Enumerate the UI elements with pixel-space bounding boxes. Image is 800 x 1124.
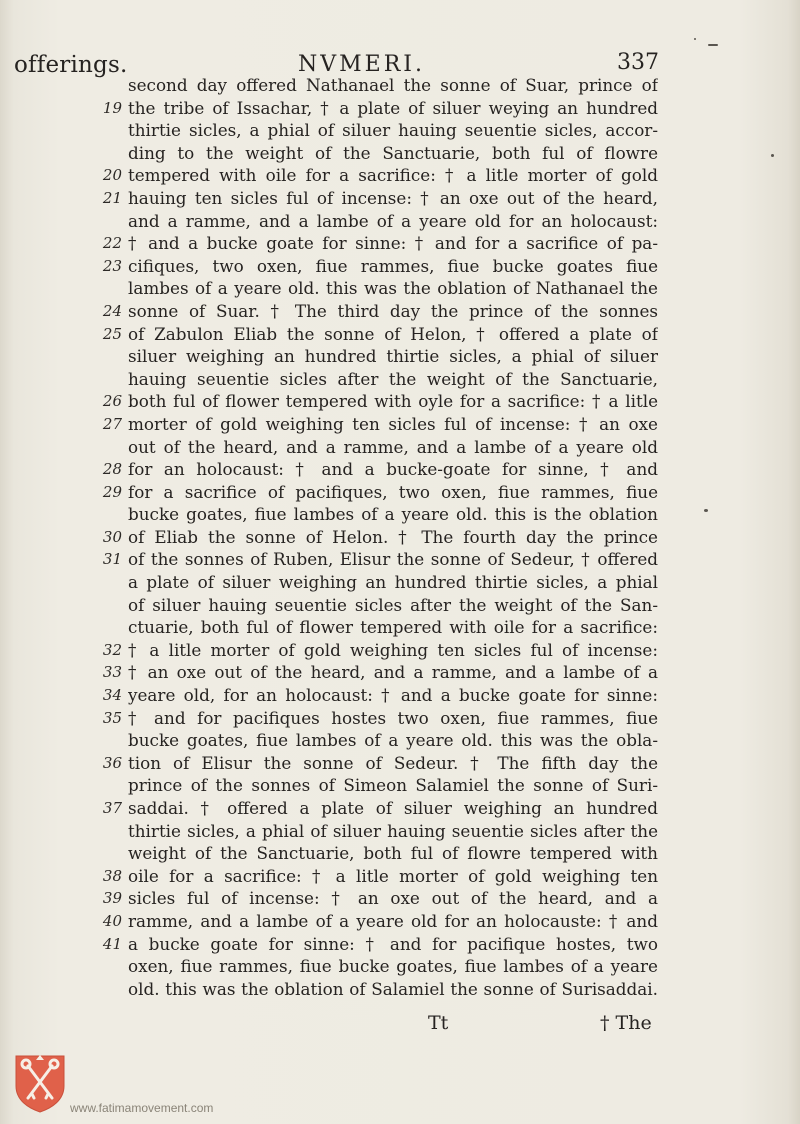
- catchword: † The: [600, 1012, 652, 1034]
- verse-number: 34: [102, 686, 122, 705]
- verse-number: 36: [102, 753, 122, 772]
- ink-speck: [694, 38, 696, 40]
- text-line: [0, 142, 800, 165]
- text-line: [0, 97, 800, 120]
- text-line: [0, 978, 800, 1001]
- verse-number: 37: [102, 799, 122, 817]
- text-line: [0, 368, 800, 391]
- text-line: [0, 571, 800, 594]
- text-line: [0, 277, 800, 300]
- running-head-left: offerings.: [14, 52, 128, 78]
- text-line-content: old. this was the oblation of Salamiel the sonne of Surisaddai.: [128, 978, 658, 999]
- text-line-content: sonne of Suar. † The third day the prince of the sonnes: [128, 300, 658, 321]
- text-line: [0, 707, 800, 730]
- text-line: [0, 74, 800, 97]
- text-line: [0, 639, 800, 662]
- text-line-content: tion of Elisur the sonne of Sedeur. † The fifth day the: [128, 752, 658, 773]
- text-line-content: siluer weighing an hundred thirtie sicles, a phial of siluer: [128, 346, 658, 367]
- text-line-content: ramme, and a lambe of a yeare old for an holocauste: † and: [128, 910, 658, 931]
- text-line-content: oxen, fiue rammes, fiue bucke goates, fiue lambes of a yeare: [128, 956, 658, 977]
- text-line-content: † and for pacifiques hostes two oxen, fiue rammes, fiue: [128, 707, 658, 728]
- text-line: [0, 503, 800, 526]
- text-line: [0, 300, 800, 323]
- text-line-content: † and a bucke goate for sinne: † and for a sacrifice of pa-: [128, 233, 658, 254]
- text-line: [0, 752, 800, 775]
- text-line-content: second day offered Nathanael the sonne of Suar, prince of: [128, 75, 658, 95]
- text-line-content: sicles ful of incense: † an oxe out of the heard, and a: [128, 888, 658, 909]
- crossed-keys-shield-icon: [12, 1052, 68, 1114]
- text-line: [0, 413, 800, 436]
- text-line: [0, 187, 800, 210]
- text-line-content: † a litle morter of gold weighing ten sicles ful of incense:: [128, 639, 658, 660]
- text-line: [0, 526, 800, 549]
- text-line: [0, 436, 800, 459]
- text-line: [0, 729, 800, 752]
- text-line-content: bucke goates, fiue lambes of a yeare old. this was the obla-: [128, 730, 658, 751]
- text-line: [0, 933, 800, 956]
- page-footer: [0, 1010, 800, 1040]
- text-line: [0, 255, 800, 278]
- text-line-content: hauing seuentie sicles after the weight of the Sanctuarie,: [128, 368, 658, 389]
- text-line-content: morter of gold weighing ten sicles ful of incense: † an oxe: [128, 413, 658, 434]
- signature-mark: Tt: [428, 1012, 449, 1034]
- verse-number: 19: [102, 98, 122, 117]
- text-line-content: thirtie sicles, a phial of siluer hauing seuentie sicles after the: [128, 820, 658, 841]
- verse-number: 30: [102, 527, 122, 546]
- verse-number: 24: [102, 301, 122, 320]
- text-line: [0, 774, 800, 797]
- text-line: [0, 164, 800, 187]
- verse-number: 41: [102, 934, 122, 953]
- text-line: [0, 390, 800, 413]
- text-line-content: thirtie sicles, a phial of siluer hauing seuentie sicles, accor-: [128, 120, 658, 141]
- text-line-content: ding to the weight of the Sanctuarie, both ful of flowre: [128, 142, 658, 163]
- text-line-content: hauing ten sicles ful of incense: † an oxe out of the heard,: [128, 187, 658, 208]
- text-line-content: † an oxe out of the heard, and a ramme, and a lambe of a: [128, 662, 658, 683]
- verse-number: 26: [102, 392, 122, 411]
- verse-number: 27: [102, 414, 122, 433]
- text-line: [0, 323, 800, 346]
- ink-speck: [771, 154, 774, 157]
- text-line: [0, 684, 800, 707]
- page-number: 337: [617, 50, 659, 75]
- text-line-content: of siluer hauing seuentie sicles after the weight of the San-: [128, 594, 658, 615]
- text-line-content: tempered with oile for a sacrifice: † a litle morter of gold: [128, 165, 658, 186]
- verse-number: 32: [102, 640, 122, 659]
- text-line-content: of Eliab the sonne of Helon. † The fourth day the prince: [128, 526, 658, 547]
- text-line-content: of Zabulon Eliab the sonne of Helon, † offered a plate of: [128, 323, 658, 344]
- text-line: [0, 865, 800, 888]
- text-line: [0, 345, 800, 368]
- text-line-content: prince of the sonnes of Simeon Salamiel the sonne of Suri-: [128, 775, 658, 796]
- text-line: [0, 887, 800, 910]
- text-line: [0, 842, 800, 865]
- text-line-content: weight of the Sanctuarie, both ful of flowre tempered with: [128, 843, 658, 864]
- verse-number: 40: [102, 911, 122, 930]
- scripture-text-block: [0, 74, 800, 1000]
- text-line-content: for an holocaust: † and a bucke-goate for sinne, † and: [128, 459, 658, 480]
- text-line-content: lambes of a yeare old. this was the oblation of Nathanael the: [128, 278, 658, 299]
- text-line: [0, 910, 800, 933]
- text-line-content: a bucke goate for sinne: † and for pacifique hostes, two: [128, 933, 658, 954]
- text-line-content: ctuarie, both ful of flower tempered with oile for a sacrifice:: [128, 617, 658, 638]
- text-line-content: the tribe of Issachar, † a plate of siluer weying an hundred: [128, 97, 658, 118]
- text-line-content: cifiques, two oxen, fiue rammes, fiue bucke goates fiue: [128, 255, 658, 276]
- text-line-content: both ful of flower tempered with oyle for a sacrifice: † a litle: [128, 391, 658, 412]
- text-line-content: a plate of siluer weighing an hundred thirtie sicles, a phial: [128, 572, 658, 593]
- text-line-content: for a sacrifice of pacifiques, two oxen, fiue rammes, fiue: [128, 481, 658, 502]
- watermark-url: www.fatimamovement.com: [70, 1101, 214, 1115]
- text-line: [0, 548, 800, 571]
- text-line: [0, 616, 800, 639]
- ink-speck: [704, 509, 708, 512]
- verse-number: 35: [102, 708, 122, 727]
- text-line-content: and a ramme, and a lambe of a yeare old for an holocaust:: [128, 210, 658, 231]
- verse-number: 22 23: [102, 234, 122, 275]
- text-line-content: yeare old, for an holocaust: † and a bucke goate for sinne:: [128, 685, 658, 706]
- verse-number: 21: [102, 188, 122, 207]
- text-line: [0, 820, 800, 843]
- verse-number: 31: [102, 550, 122, 569]
- running-head-title: NVMERI.: [298, 52, 425, 77]
- text-line: [0, 955, 800, 978]
- ink-speck: [708, 44, 718, 46]
- verse-number: 25: [102, 324, 122, 343]
- verse-number: 39: [102, 889, 122, 908]
- verse-number: 20: [102, 166, 122, 185]
- text-line: [0, 661, 800, 684]
- text-line: [0, 210, 800, 233]
- verse-number: 33: [102, 663, 122, 682]
- text-line: [0, 119, 800, 142]
- text-line-content: out of the heard, and a ramme, and a lambe of a yeare old: [128, 436, 658, 457]
- text-line-content: oile for a sacrifice: † a litle morter of gold weighing ten: [128, 865, 658, 886]
- text-line-content: of the sonnes of Ruben, Elisur the sonne of Sedeur, † offered: [128, 549, 658, 570]
- text-line: [0, 797, 800, 820]
- text-line: [0, 594, 800, 617]
- verse-number: 38: [102, 866, 122, 885]
- text-line: [0, 481, 800, 504]
- text-line-content: saddai. † offered a plate of siluer weighing an hundred: [128, 798, 658, 818]
- text-line-content: bucke goates, fiue lambes of a yeare old. this is the oblation: [128, 504, 658, 525]
- verse-number: 28 29: [102, 460, 122, 501]
